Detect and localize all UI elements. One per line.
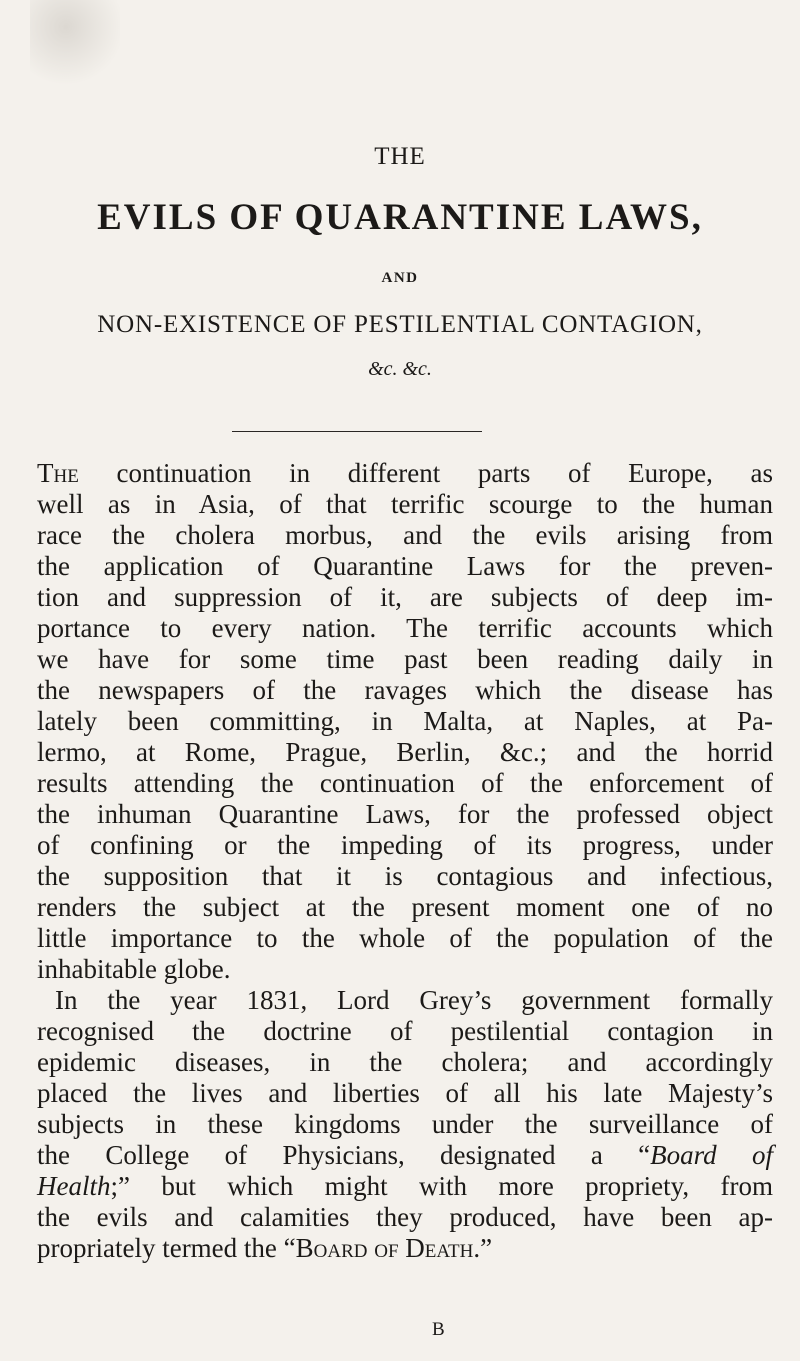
- text-line: well as in Asia, of that terrific scourge to the human: [37, 489, 773, 519]
- first-word: The: [37, 458, 79, 488]
- text-line: Health;” but which might with more propriety, from: [37, 1171, 773, 1201]
- heading-etc: &c. &c.: [368, 358, 432, 380]
- body-text: [37, 458, 773, 1264]
- text-line: we have for some time past been reading daily in: [37, 644, 773, 674]
- heading-the: THE: [374, 143, 426, 170]
- text-line: the application of Quarantine Laws for the preven-: [37, 551, 773, 581]
- page-title: EVILS OF QUARANTINE LAWS,: [97, 197, 703, 238]
- text-line: recognised the doctrine of pestilential contagion in: [37, 1016, 773, 1046]
- text-line: placed the lives and liberties of all his late Majesty’s: [37, 1078, 773, 1108]
- text-line: the evils and calamities they produced, have been ap-: [37, 1202, 773, 1232]
- heading-and: AND: [381, 270, 419, 286]
- page-subtitle: NON-EXISTENCE OF PESTILENTIAL CONTAGION,: [97, 311, 703, 338]
- text-line: propriately termed the “Board of Death.”: [37, 1233, 493, 1263]
- text-line: renders the subject at the present moment one of no: [37, 892, 773, 922]
- text-line: little importance to the whole of the population of the: [37, 923, 773, 953]
- text-line: inhabitable globe.: [37, 954, 231, 984]
- page-stain: [30, 0, 120, 90]
- text-line: the supposition that it is contagious and infectious,: [37, 861, 773, 891]
- text-line: tion and suppression of it, are subjects of deep im-: [37, 582, 773, 612]
- text-line: the newspapers of the ravages which the disease has: [37, 675, 773, 705]
- board-of-death-text: Board of Death: [295, 1233, 474, 1263]
- title-divider: [232, 431, 482, 432]
- board-of-health-text: Board of: [650, 1140, 774, 1170]
- text-line: the College of Physicians, designated a “Board of: [37, 1140, 774, 1170]
- text-line: of confining or the impeding of its progress, under: [37, 830, 773, 860]
- text-line: race the cholera morbus, and the evils arising from: [37, 520, 773, 550]
- text-line: epidemic diseases, in the cholera; and accordingly: [37, 1047, 773, 1077]
- text-line: subjects in these kingdoms under the surveillance of: [37, 1109, 773, 1139]
- text-line: results attending the continuation of the enforcement of: [37, 768, 773, 798]
- text-line: lately been committing, in Malta, at Naples, at Pa-: [37, 706, 773, 736]
- text-line: The continuation in different parts of Europe, as: [37, 458, 773, 488]
- text-line: lermo, at Rome, Prague, Berlin, &c.; and the horrid: [37, 737, 773, 767]
- text-line: the inhuman Quarantine Laws, for the professed object: [37, 799, 773, 829]
- signature-mark: B: [432, 1319, 445, 1340]
- text-line: In the year 1831, Lord Grey’s government formally: [55, 985, 773, 1015]
- text-line: portance to every nation. The terrific accounts which: [37, 613, 773, 643]
